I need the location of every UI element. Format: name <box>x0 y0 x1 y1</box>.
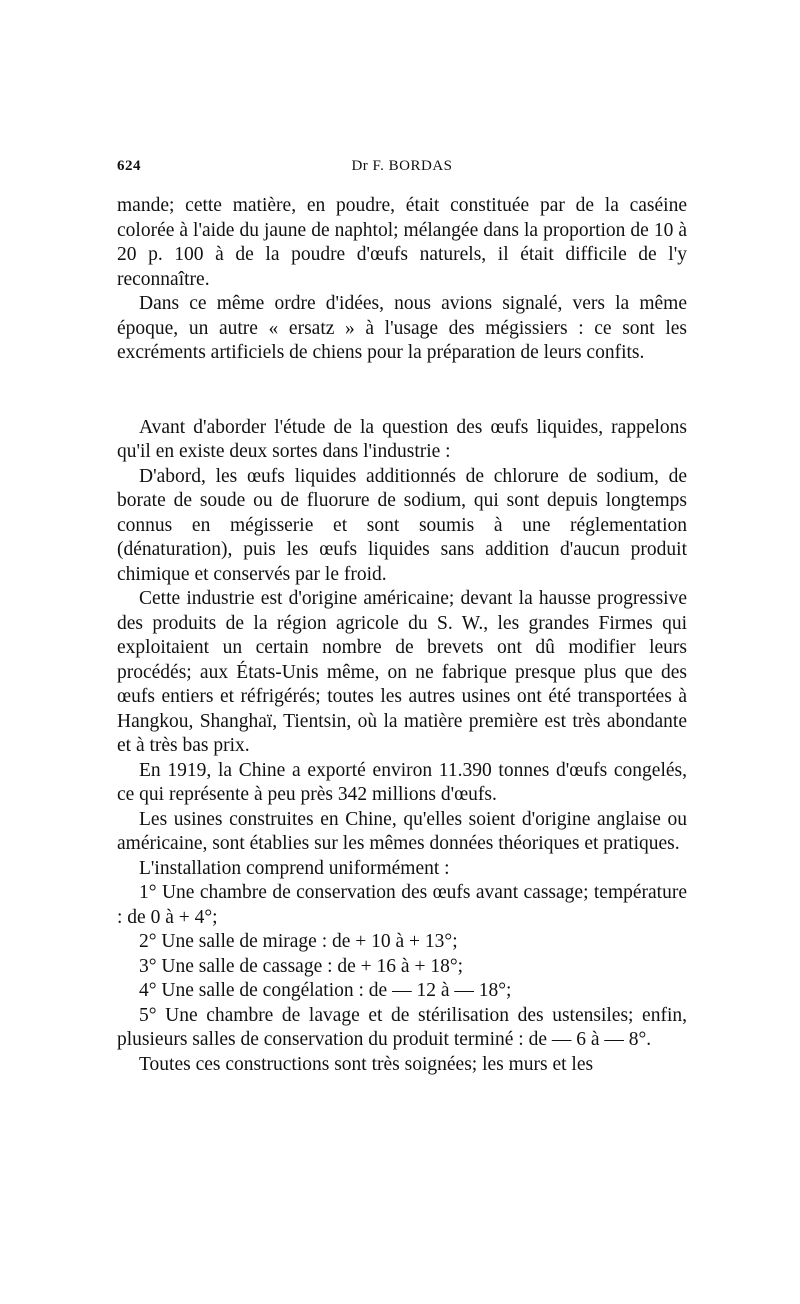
paragraph-installation: L'installation comprend uniformément : <box>139 857 450 879</box>
page-number: 624 <box>117 158 141 174</box>
paragraph-industrie-americaine: Cette industrie est d'origine américaine; devant la hausse progressive des produits de la région agricole du S. W., les grandes Firmes qui exploitaient un certain nombre de brevets ont dû modifier leurs procédés; aux États-Unis même, on ne fabrique presque plus que des œufs entiers et réfrigérés; toutes les autres usines ont été transportées à Hangkou, Shanghaï, Tientsin, où la matière première est très abondante et à très bas prix. <box>117 588 687 756</box>
list-item-salle-cassage: 3° Une salle de cassage : de + 16 à + 18°; <box>139 955 464 977</box>
paragraph-oeufs-liquides-intro: Avant d'aborder l'étude de la question des œufs liquides, rappelons qu'il en existe deux sortes dans l'industrie : <box>117 416 687 462</box>
paragraph-continuation: mande; cette matière, en poudre, était constituée par de la caséine colorée à l'aide du jaune de naphtol; mélangée dans la proportion de 10 à 20 p. 100 à de la poudre d'œufs naturels, il était difficile de l'y reconnaître. <box>117 195 687 290</box>
body-text <box>117 194 687 1077</box>
document-page <box>117 158 687 1077</box>
paragraph-ersatz: Dans ce même ordre d'idées, nous avions signalé, vers la même époque, un autre « ersatz » à l'usage des mégissiers : ce sont les excréments artificiels de chiens pour la préparation de leurs confits. <box>117 293 687 363</box>
running-head: Dr F. BORDAS <box>351 158 453 174</box>
page-header <box>117 158 687 182</box>
section-gap <box>117 366 687 416</box>
paragraph-dabord: D'abord, les œufs liquides additionnés de chlorure de sodium, de borate de soude ou de fluorure de sodium, qui sont depuis longtemps connus en mégisserie et sont soumis à une réglementation (dénaturation), puis les œufs liquides sans addition d'aucun produit chimique et conservés par le froid. <box>117 465 687 585</box>
list-item-chambre-conservation: 1° Une chambre de conservation des œufs avant cassage; température : de 0 à + 4°; <box>117 882 687 928</box>
list-item-salle-congelation: 4° Une salle de congélation : de — 12 à — 18°; <box>139 980 512 1001</box>
paragraph-constructions: Toutes ces constructions sont très soignées; les murs et les <box>139 1053 594 1075</box>
paragraph-usines-chine: Les usines construites en Chine, qu'elles soient d'origine anglaise ou américaine, sont établies sur les mêmes données théoriques et pratiques. <box>117 808 687 854</box>
paragraph-chine-1919: En 1919, la Chine a exporté environ 11.390 tonnes d'œufs congelés, ce qui représente à peu près 342 millions d'œufs. <box>117 759 687 805</box>
list-item-chambre-lavage: 5° Une chambre de lavage et de stérilisation des ustensiles; enfin, plusieurs salles de conservation du produit terminé : de — 6 à — 8°. <box>117 1004 687 1050</box>
list-item-salle-mirage: 2° Une salle de mirage : de + 10 à + 13°; <box>139 931 458 952</box>
